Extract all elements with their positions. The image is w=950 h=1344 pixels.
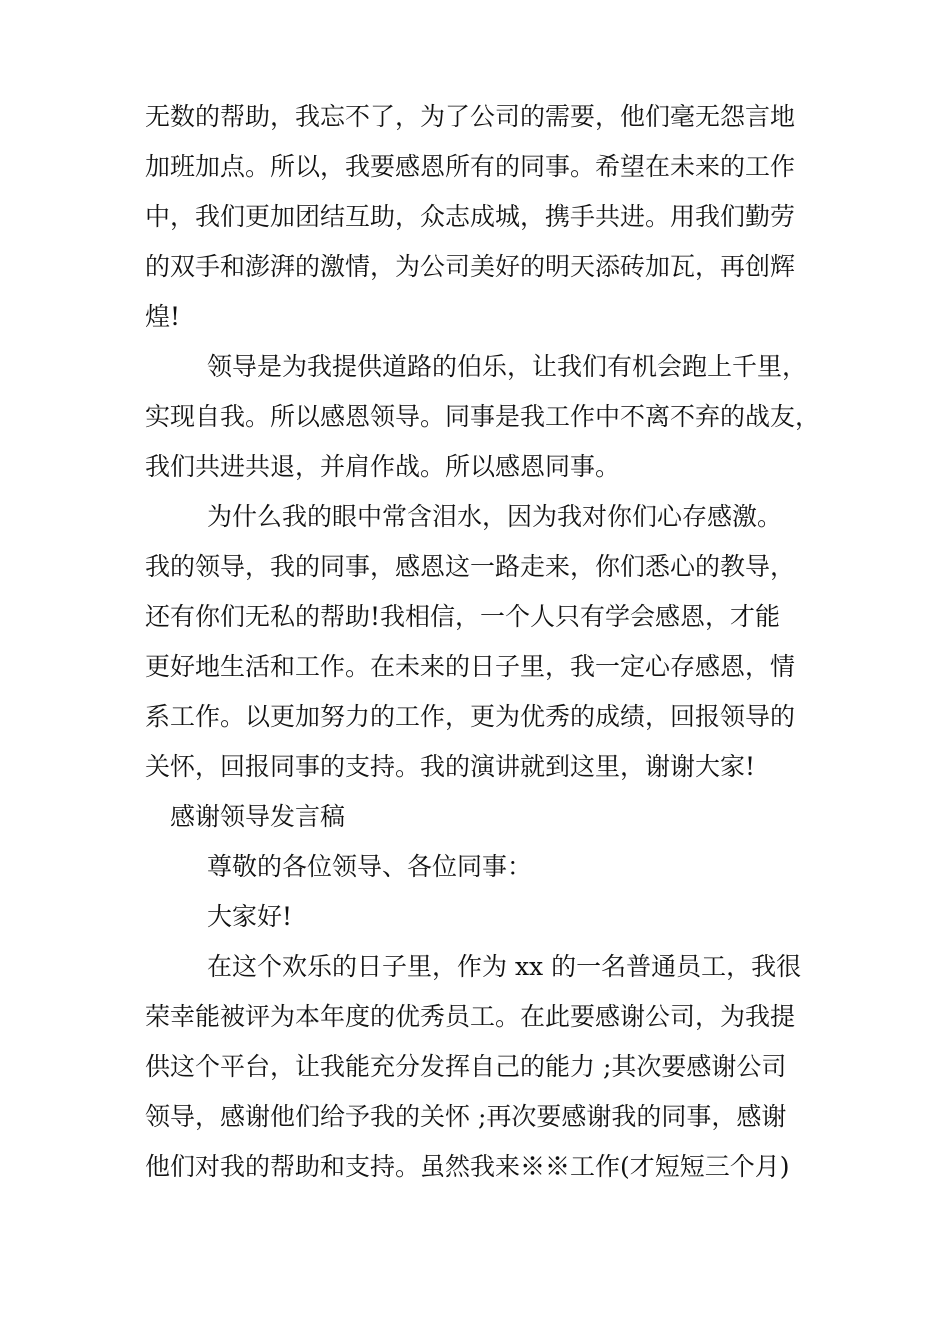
text-line: 更好地生活和工作。在未来的日子里，我一定心存感恩，情	[145, 652, 796, 681]
paragraph-first-line: 在这个欢乐的日子里，作为 xx 的一名普通员工，我很	[207, 952, 802, 981]
paragraph-first-line: 领导是为我提供道路的伯乐，让我们有机会跑上千里，	[207, 352, 808, 381]
text-line: 我的领导，我的同事，感恩这一路走来，你们悉心的教导，	[145, 552, 796, 581]
text-line: 还有你们无私的帮助!我相信，一个人只有学会感恩，才能	[145, 602, 781, 631]
text-line: 实现自我。所以感恩领导。同事是我工作中不离不弃的战友，	[145, 402, 821, 431]
text-line: 加班加点。所以，我要感恩所有的同事。希望在未来的工作	[145, 152, 796, 181]
text-line: 荣幸能被评为本年度的优秀员工。在此要感谢公司，为我提	[145, 1002, 796, 1031]
text-line: 系工作。以更加努力的工作，更为优秀的成绩，回报领导的	[145, 702, 796, 731]
text-line: 煌!	[145, 302, 181, 331]
text-line: 的双手和澎湃的激情，为公司美好的明天添砖加瓦，再创辉	[145, 252, 796, 281]
text-line: 他们对我的帮助和支持。虽然我来※※工作(才短短三个月)	[145, 1152, 790, 1181]
text-line: 中，我们更加团结互助，众志成城，携手共进。用我们勤劳	[145, 202, 796, 231]
text-line: 供这个平台，让我能充分发挥自己的能力 ;其次要感谢公司	[145, 1052, 787, 1081]
text-line: 无数的帮助，我忘不了，为了公司的需要，他们毫无怨言地	[145, 102, 796, 131]
salutation: 尊敬的各位领导、各位同事：	[207, 852, 533, 881]
paragraph-first-line: 为什么我的眼中常含泪水，因为我对你们心存感激。	[207, 502, 783, 531]
text-line: 领导，感谢他们给予我的关怀 ;再次要感谢我的同事，感谢	[145, 1102, 787, 1131]
text-line: 我们共进共退，并肩作战。所以感恩同事。	[145, 452, 621, 481]
text-line: 关怀，回报同事的支持。我的演讲就到这里，谢谢大家!	[145, 752, 756, 781]
greeting: 大家好!	[207, 902, 293, 931]
section-title: 感谢领导发言稿	[170, 802, 346, 831]
